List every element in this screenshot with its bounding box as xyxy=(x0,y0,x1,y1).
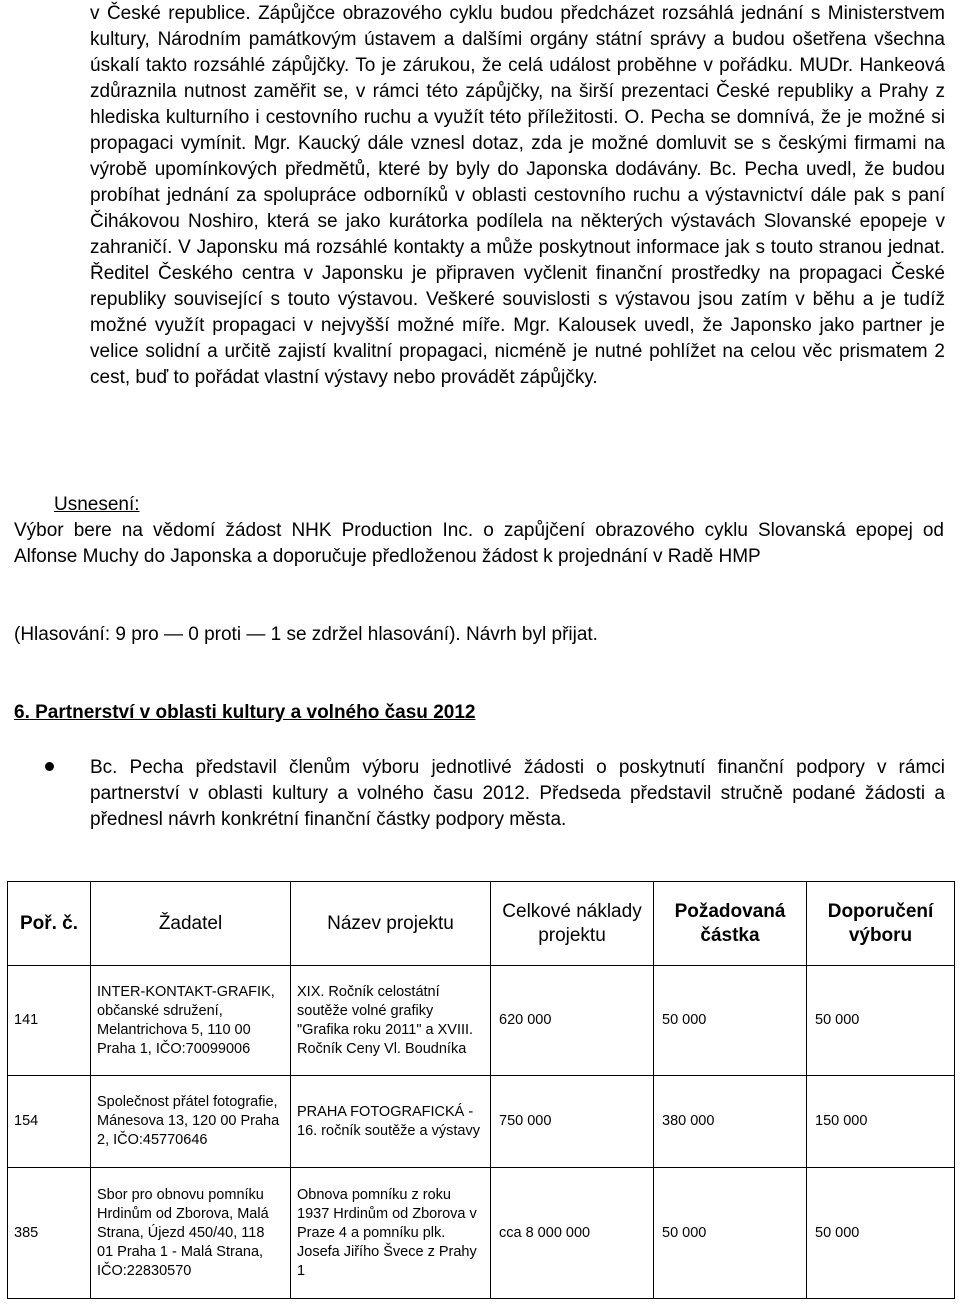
cell-applicant: Společnost přátel fotografie, Mánesova 13, 120 00 Praha 2, IČO:45770646 xyxy=(91,1076,291,1168)
header-requested: Požadovaná částka xyxy=(654,882,807,966)
intro-paragraph: v České republice. Zápůjčce obrazového cyklu budou předcházet rozsáhlá jednání s Ministerstvem kultury, Národním památkovým ústavem a dalšími orgány státní správy a budou ošetřena všechna úskalí takto rozsáhlé zápůjčky. To je zárukou, že celá událost proběhne v pořádku. MUDr. Hankeová zdůraznila nutnost zaměřit se, v rámci této zápůjčky, na širší prezentaci České republiky a Prahy z hlediska kulturního i cestovního ruchu a využít této příležitosti. O. Pecha se domnívá, že je možné si propagaci vymínit. Mgr. Kaucký dále vznesl dotaz, zda je možné domluvit se s českými firmami na výrobě upomínkových předmětů, které by byly do Japonska dodávány. Bc. Pecha uvedl, že budou probíhat jednání za spolupráce odborníků v oblasti cestovního ruchu a výstavnictví dále pak s paní Čihákovou Noshiro, která se jako kurátorka podílela na některých výstavách Slovanské epopeje v zahraničí. V Japonsku má rozsáhlé kontakty a může poskytnout informace jak s touto stranou jednat. Ředitel Českého centra v Japonsku je připraven vyčlenit finanční prostředky na propagaci České republiky související s touto výstavou. Veškeré souvislosti s výstavou jsou zatím v běhu a je tudíž možné využít propagaci v nejvyšší možné míře. Mgr. Kalousek uvedl, že Japonsko jako partner je velice solidní a určitě zajistí kvalitní propagaci, nicméně je nutné pohlížet na celou věc prismatem 2 cest, buď to pořádat vlastní výstavy nebo provádět zápůjčky. xyxy=(90,3,945,388)
header-order: Poř. č. xyxy=(8,882,91,966)
cell-recommended: 50 000 xyxy=(807,966,955,1076)
cell-recommended: 50 000 xyxy=(807,1168,955,1299)
table-header-row xyxy=(8,882,955,966)
cell-applicant: INTER-KONTAKT-GRAFIK, občanské sdružení, Melantrichova 5, 110 00 Praha 1, IČO:70099006 xyxy=(91,966,291,1076)
cell-project: XIX. Ročník celostátní soutěže volné grafiky "Grafika roku 2011" a XVIII. Ročník Ceny Vl. Boudníka xyxy=(291,966,491,1076)
resolution-heading: Usnesení: xyxy=(54,494,140,515)
grants-table xyxy=(7,881,955,1299)
cell-order: 141 xyxy=(8,966,91,1076)
header-recommended: Doporučení výboru xyxy=(807,882,955,966)
cell-requested: 380 000 xyxy=(654,1076,807,1168)
table-row xyxy=(8,966,955,1076)
resolution-text: Výbor bere na vědomí žádost NHK Production Inc. o zapůjčení obrazového cyklu Slovanská epopej od Alfonse Muchy do Japonska a doporučuje předloženou žádost k projednání v Radě HMP xyxy=(14,520,944,567)
vote-result: (Hlasování: 9 pro — 0 proti — 1 se zdržel hlasování). Návrh byl přijat. xyxy=(14,624,598,645)
cell-total-cost: 620 000 xyxy=(491,966,654,1076)
header-project: Název projektu xyxy=(291,882,491,966)
cell-project: PRAHA FOTOGRAFICKÁ - 16. ročník soutěže a výstavy xyxy=(291,1076,491,1168)
header-total-cost: Celkové náklady projektu xyxy=(491,882,654,966)
table-row xyxy=(8,1168,955,1299)
cell-order: 154 xyxy=(8,1076,91,1168)
cell-recommended: 150 000 xyxy=(807,1076,955,1168)
cell-applicant: Sbor pro obnovu pomníku Hrdinům od Zborova, Malá Strana, Újezd 450/40, 118 01 Praha 1 - Malá Strana, IČO:22830570 xyxy=(91,1168,291,1299)
bullet-text: Bc. Pecha představil členům výboru jednotlivé žádosti o poskytnutí finanční podpory v rámci partnerství v oblasti kultury a volného času 2012. Předseda představil stručně podané žádosti a přednesl návrh konkrétní finanční částky podpory města. xyxy=(90,757,945,830)
cell-order: 385 xyxy=(8,1168,91,1299)
cell-requested: 50 000 xyxy=(654,1168,807,1299)
bullet-icon xyxy=(45,762,54,771)
cell-requested: 50 000 xyxy=(654,966,807,1076)
table-row xyxy=(8,1076,955,1168)
cell-project: Obnova pomníku z roku 1937 Hrdinům od Zborova v Praze 4 a pomníku plk. Josefa Jiřího Švece z Prahy 1 xyxy=(291,1168,491,1299)
cell-total-cost: cca 8 000 000 xyxy=(491,1168,654,1299)
header-applicant: Žadatel xyxy=(91,882,291,966)
section-title: 6. Partnerství v oblasti kultury a volného času 2012 xyxy=(14,702,476,723)
cell-total-cost: 750 000 xyxy=(491,1076,654,1168)
